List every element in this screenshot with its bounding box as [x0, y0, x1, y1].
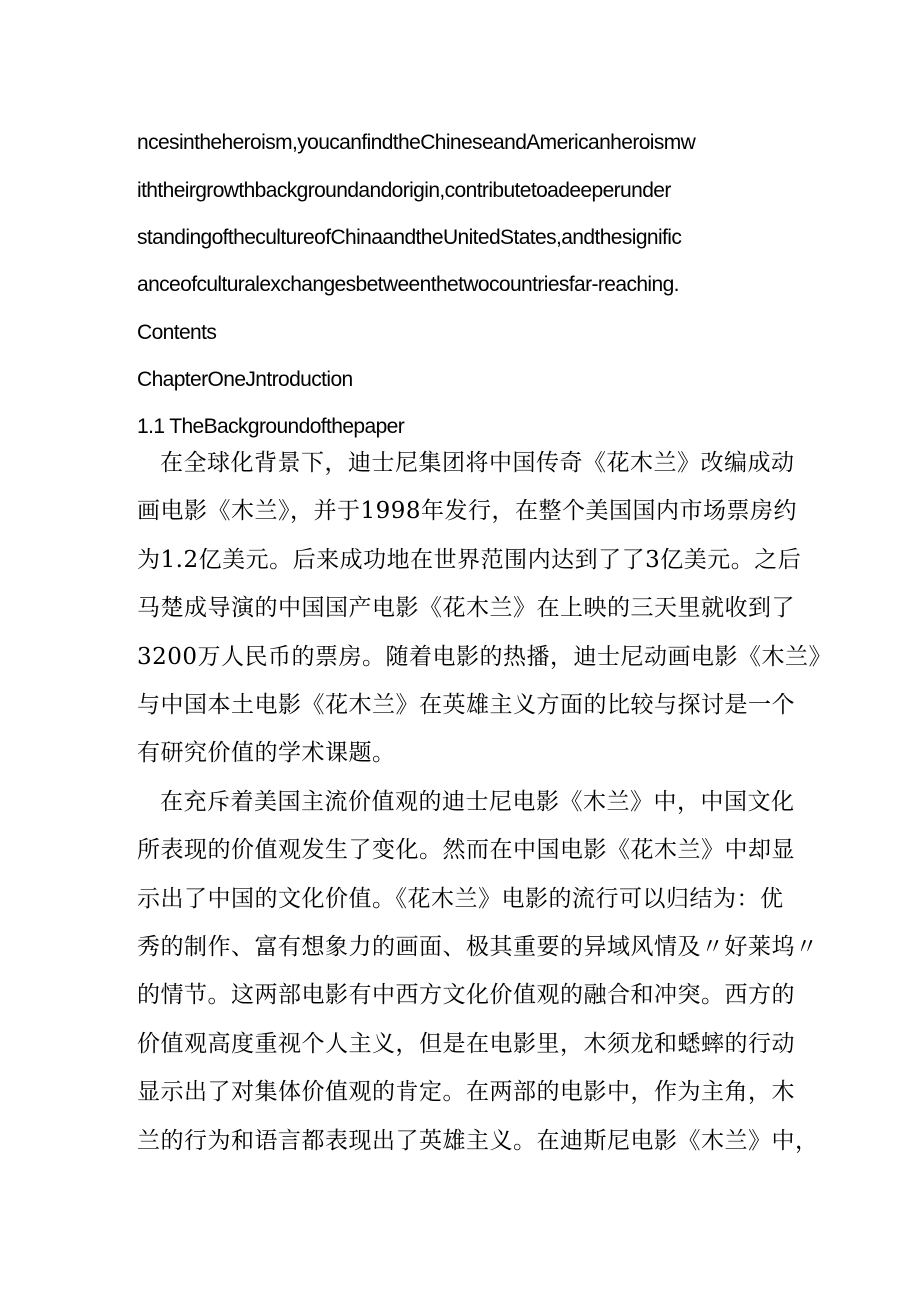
paragraph2-line-8: 兰的行为和语言都表现出了英雄主义。在迪斯尼电影《木兰》中，	[137, 1128, 819, 1154]
paragraph1-line-6: 与中国本土电影《花木兰》在英雄主义方面的比较与探讨是一个	[137, 692, 795, 718]
paragraph2-line-6: 价值观高度重视个人主义，但是在电影里，木须龙和蟋蟀的行动	[137, 1031, 795, 1057]
paragraph1-line-3: 为1.2亿美元。后来成功地在世界范围内达到了了3亿美元。之后	[137, 547, 802, 573]
section-heading: 1.1 TheBackgroundofthepaper	[137, 415, 405, 438]
paragraph1-line-2: 画电影《木兰》，并于1998年发行，在整个美国国内市场票房约	[137, 498, 798, 524]
paragraph1-line-5: 3200万人民币的票房。随着电影的热播，迪士尼动画电影《木兰》	[137, 644, 833, 670]
abstract-line-1: ncesintheheroism,youcanfindtheChineseandAmericanheroismw	[137, 131, 696, 154]
paragraph1-line-4: 马楚成导演的中国国产电影《花木兰》在上映的三天里就收到了	[137, 595, 795, 621]
paragraph2-line-1: 在充斥着美国主流价值观的迪士尼电影《木兰》中，中国文化	[160, 789, 795, 815]
abstract-line-2: iththeirgrowthbackgroundandorigin,contributetoadeeperunder	[137, 179, 671, 202]
chapter-heading: ChapterOneJntroduction	[137, 368, 353, 391]
paragraph2-line-7: 显示出了对集体价值观的肯定。在两部的电影中，作为主角，木	[137, 1079, 795, 1105]
paragraph2-line-4: 秀的制作、富有想象力的画面、极其重要的异域风情及〃好莱坞〃	[137, 934, 819, 960]
abstract-line-4: anceofculturalexchangesbetweenthetwocountriesfar-reaching.	[137, 273, 679, 296]
paragraph2-line-3: 示出了中国的文化价值。《花木兰》电影的流行可以归结为：优	[137, 886, 784, 912]
paragraph2-line-5: 的情节。这两部电影有中西方文化价值观的融合和冲突。西方的	[137, 982, 795, 1008]
paragraph1-line-7: 有研究价值的学术课题。	[137, 740, 396, 766]
paragraph2-line-2: 所表现的价值观发生了变化。然而在中国电影《花木兰》中却显	[137, 837, 795, 863]
contents-heading: Contents	[137, 321, 217, 344]
paragraph1-line-1: 在全球化背景下，迪士尼集团将中国传奇《花木兰》改编成动	[160, 450, 795, 476]
abstract-line-3: standingofthecultureofChinaandtheUnitedStates,andthesignific	[137, 226, 682, 249]
